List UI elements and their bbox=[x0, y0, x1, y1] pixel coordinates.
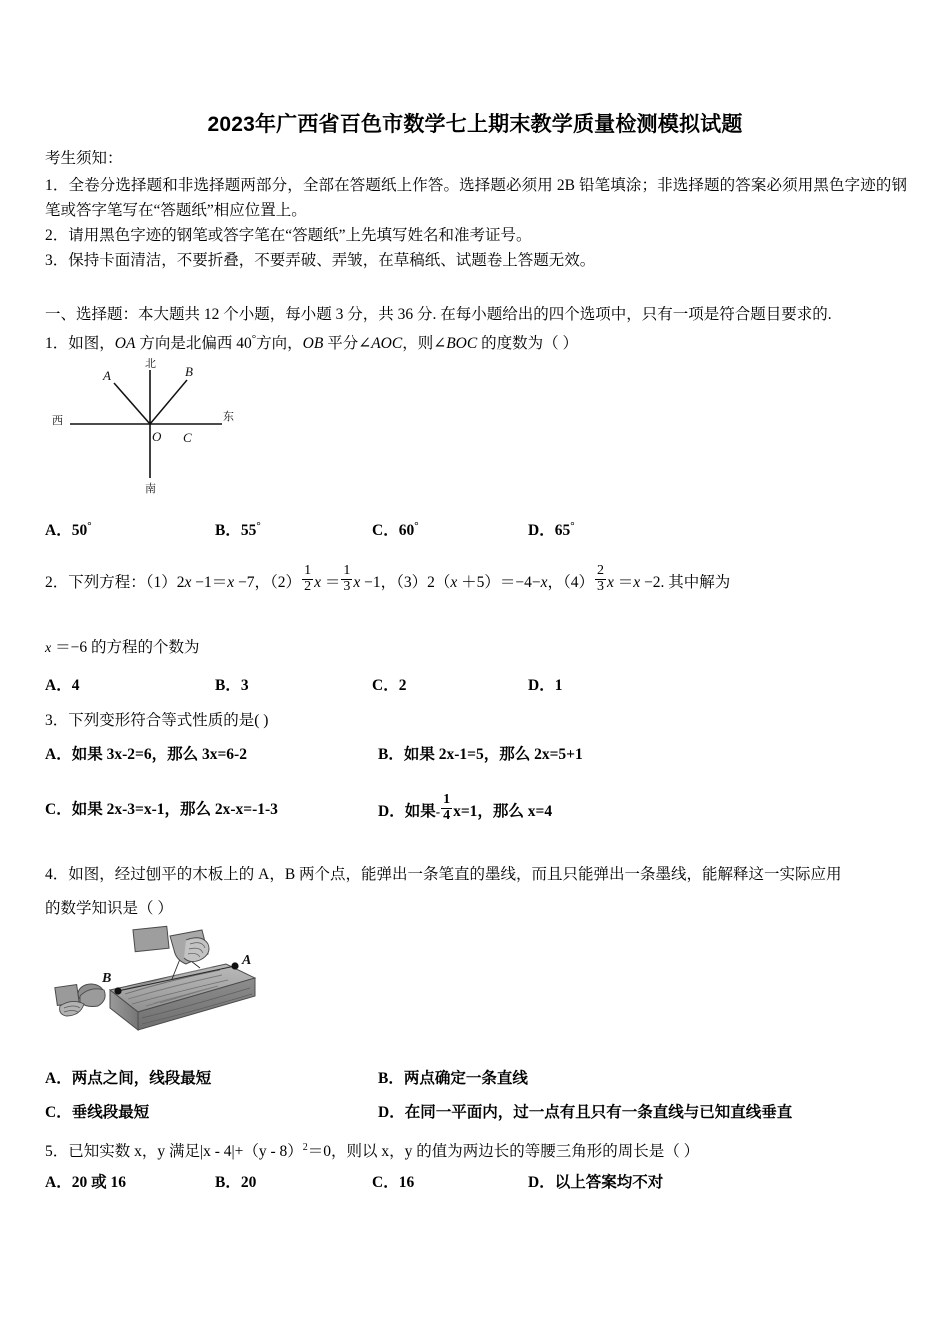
q1-degree-sign: ° bbox=[251, 333, 257, 345]
q2-var-5: x bbox=[450, 574, 458, 592]
question-4-options-row-1 bbox=[0, 1066, 950, 1090]
q5-option-d-key: D． bbox=[528, 1174, 555, 1191]
question-3-options-row-2 bbox=[0, 792, 950, 823]
q2-option-c-text: 2 bbox=[398, 677, 407, 694]
q4-option-a-key: A． bbox=[45, 1070, 72, 1087]
question-5-number: 5． bbox=[45, 1143, 69, 1161]
q2-line2-text: ＝−6 的方程的个数为 bbox=[51, 639, 200, 656]
question-2-number: 2． bbox=[45, 574, 69, 592]
q2-text-f: ＋5）＝−4− bbox=[457, 574, 541, 592]
q1-text-a: 如图， bbox=[68, 335, 115, 353]
question-4-options-row-2 bbox=[0, 1100, 950, 1124]
q1-option-d-degree: ° bbox=[570, 519, 575, 532]
q1-option-a-degree: ° bbox=[87, 519, 92, 532]
q1-option-b-text: 55 bbox=[240, 522, 257, 539]
q2-option-d-key: D． bbox=[528, 677, 555, 694]
q3-option-d-fraction-one-quarter bbox=[441, 793, 452, 823]
q3-option-c[interactable] bbox=[45, 797, 278, 819]
q2-var-1: x bbox=[184, 574, 192, 592]
q3-option-a-text: 如果 3x-2=6，那么 3x=6-2 bbox=[71, 746, 247, 763]
q1-angle-boc: BOC bbox=[446, 335, 478, 353]
svg-text:C: C bbox=[183, 430, 192, 445]
notice-heading: 考生须知： bbox=[45, 150, 123, 167]
q5-option-d[interactable] bbox=[528, 1170, 663, 1192]
q1-option-b[interactable] bbox=[215, 518, 261, 540]
q2-text-g: ，（4） bbox=[547, 574, 595, 592]
q2-line2-var: x bbox=[45, 641, 52, 656]
candidate-notice bbox=[45, 146, 907, 273]
q5-text-b: ＝0，则以 x，y 的值为两边长的等腰三角形的周长是（ ） bbox=[307, 1143, 700, 1161]
q1-option-d[interactable] bbox=[528, 518, 575, 540]
q2-option-a-text: 4 bbox=[71, 677, 80, 694]
q1-angle-aoc: AOC bbox=[371, 335, 403, 353]
notice-line-2: 2．请用黑色字迹的钢笔或答字笔在“答题纸”上先填写姓名和准考证号。 bbox=[45, 227, 532, 244]
chalk-line-board-illustration bbox=[50, 920, 275, 1052]
q5-option-a[interactable] bbox=[45, 1170, 126, 1192]
q3-option-d[interactable] bbox=[378, 792, 553, 827]
q5-option-b-key: B． bbox=[215, 1174, 241, 1191]
question-5-options bbox=[0, 1170, 950, 1194]
svg-text:B: B bbox=[185, 364, 193, 379]
q2-option-b-key: B． bbox=[215, 677, 241, 694]
q1-text-c: 方向， bbox=[256, 335, 303, 353]
q1-option-c[interactable] bbox=[372, 518, 419, 540]
q4-option-b[interactable] bbox=[378, 1066, 528, 1088]
q3-option-c-key: C． bbox=[45, 801, 72, 818]
svg-text:南: 南 bbox=[145, 483, 156, 495]
svg-text:B: B bbox=[102, 971, 112, 986]
svg-text:东: 东 bbox=[223, 411, 234, 423]
q2-text-b: −1＝ bbox=[191, 574, 228, 592]
q1-text-d: 平分∠ bbox=[323, 335, 372, 353]
q4-option-b-key: B． bbox=[378, 1070, 404, 1087]
q2-frac2-denominator: 3 bbox=[343, 578, 351, 594]
q3-option-d-denominator: 4 bbox=[443, 807, 451, 823]
q4-option-d[interactable] bbox=[378, 1100, 792, 1122]
notice-line-3: 3．保持卡面清洁，不要折叠，不要弄破、弄皱，在草稿纸、试题卷上答题无效。 bbox=[45, 252, 596, 269]
q1-text-f: 的度数为（ ） bbox=[477, 335, 578, 353]
q5-option-b[interactable] bbox=[215, 1170, 256, 1192]
compass-diagram bbox=[42, 352, 242, 497]
q3-option-a-key: A． bbox=[45, 746, 72, 763]
q5-exponent: 2 bbox=[302, 1142, 308, 1153]
q1-option-c-key: C． bbox=[372, 522, 399, 539]
question-4-stem-line1 bbox=[45, 862, 930, 888]
q4-option-a[interactable] bbox=[45, 1066, 211, 1088]
question-1-number: 1． bbox=[45, 335, 69, 353]
svg-text:A: A bbox=[242, 953, 252, 968]
q4-option-b-text: 两点确定一条直线 bbox=[403, 1070, 528, 1087]
q1-option-a[interactable] bbox=[45, 518, 92, 540]
q4-option-c-key: C． bbox=[45, 1104, 72, 1121]
svg-text:A: A bbox=[103, 368, 111, 383]
q3-option-a[interactable] bbox=[45, 742, 247, 764]
q2-text-i: −2. 其中解为 bbox=[640, 574, 731, 592]
question-3-options-row-1 bbox=[0, 742, 950, 766]
q1-text-b: 方向是北偏西 40 bbox=[135, 335, 252, 353]
q3-option-b-key: B． bbox=[378, 746, 404, 763]
q2-option-b-text: 3 bbox=[240, 677, 249, 694]
svg-text:北: 北 bbox=[145, 358, 156, 370]
notice-line-1: 1．全卷分选择题和非选择题两部分，全部在答题纸上作答。选择题必须用 2B 铅笔填涂；非选择题的答案必须用黑色字迹的钢笔或答字笔写在“答题纸”相应位置上。 bbox=[45, 177, 907, 219]
q4-option-d-key: D． bbox=[378, 1104, 405, 1121]
question-2-stem bbox=[45, 563, 935, 598]
q2-text-e: −1，（3）2（ bbox=[360, 574, 451, 592]
q2-frac3-denominator: 3 bbox=[597, 578, 605, 594]
question-1-options bbox=[0, 518, 950, 542]
svg-text:O: O bbox=[152, 429, 162, 444]
q2-option-a-key: A． bbox=[45, 677, 72, 694]
q1-option-c-degree: ° bbox=[414, 519, 419, 532]
q3-option-b-text: 如果 2x-1=5，那么 2x=5+1 bbox=[403, 746, 583, 763]
q5-text-a: 已知实数 x，y 满足|x - 4|+（y - 8） bbox=[68, 1143, 303, 1161]
q4-option-c-text: 垂线段最短 bbox=[71, 1104, 150, 1121]
q2-option-b[interactable] bbox=[215, 673, 249, 695]
q5-option-c-text: 16 bbox=[398, 1174, 415, 1191]
question-2-options bbox=[0, 673, 950, 697]
q2-option-d-text: 1 bbox=[554, 677, 563, 694]
section-header-multiple-choice: 一、选择题：本大题共 12 个小题，每小题 3 分，共 36 分. 在每小题给出的四个选项中，只有一项是符合题目要求的. bbox=[45, 306, 832, 323]
q1-ray-ob: OB bbox=[302, 335, 324, 353]
q1-option-b-degree: ° bbox=[256, 519, 261, 532]
q1-option-d-key: D． bbox=[528, 522, 555, 539]
q2-option-c-key: C． bbox=[372, 677, 399, 694]
q4-option-a-text: 两点之间，线段最短 bbox=[71, 1070, 212, 1087]
q2-text-h: ＝ bbox=[613, 574, 634, 592]
question-3-stem bbox=[45, 708, 925, 734]
question-3-number: 3． bbox=[45, 712, 69, 729]
q2-frac1-denominator: 2 bbox=[304, 578, 312, 594]
q3-option-d-pre: 如果 bbox=[404, 803, 436, 821]
q3-option-d-minus-sign: - bbox=[435, 804, 441, 820]
q2-text-d: ＝ bbox=[320, 574, 341, 592]
page-title: 2023年广西省百色市数学七上期末教学质量检测模拟试题 bbox=[207, 113, 743, 136]
q2-var-8: x bbox=[633, 574, 641, 592]
q2-text-c: −7，（2） bbox=[234, 574, 302, 592]
q3-option-c-text: 如果 2x-3=x-1，那么 2x-x=-1-3 bbox=[71, 801, 278, 818]
q1-option-c-text: 60 bbox=[398, 522, 415, 539]
q2-fraction-two-thirds bbox=[595, 564, 606, 594]
q2-text-a: 下列方程：（1）2 bbox=[68, 574, 185, 592]
q3-option-d-post: x=1，那么 x=4 bbox=[453, 803, 553, 821]
q1-option-d-text: 65 bbox=[554, 522, 571, 539]
question-4-number: 4． bbox=[45, 866, 69, 883]
q3-text: 下列变形符合等式性质的是( ) bbox=[68, 712, 269, 729]
q3-option-d-numerator: 1 bbox=[443, 792, 451, 808]
q2-option-d[interactable] bbox=[528, 673, 562, 695]
q1-ray-oa: OA bbox=[114, 335, 136, 353]
q2-var-6: x bbox=[540, 574, 548, 592]
q1-option-a-text: 50 bbox=[71, 522, 88, 539]
q2-var-4: x bbox=[353, 574, 361, 592]
q2-var-2: x bbox=[227, 574, 235, 592]
q5-option-b-text: 20 bbox=[240, 1174, 257, 1191]
q4-text-line1: 如图，经过刨平的木板上的 A，B 两个点，能弹出一条笔直的墨线，而且只能弹出一条墨线，能解释这一实际应用 bbox=[68, 866, 842, 883]
question-5-stem bbox=[45, 1135, 930, 1165]
question-2-stem-line2 bbox=[45, 635, 925, 662]
q4-option-d-text: 在同一平面内，过一点有且只有一条直线与已知直线垂直 bbox=[404, 1104, 793, 1121]
q2-frac3-numerator: 2 bbox=[597, 563, 605, 579]
q3-option-b[interactable] bbox=[378, 742, 583, 764]
question-4-stem-line2 bbox=[45, 896, 925, 922]
q2-fraction-one-half bbox=[302, 564, 313, 594]
q4-text-line2: 的数学知识是（ ） bbox=[45, 900, 173, 917]
q5-option-a-text: 20 或 16 bbox=[71, 1174, 126, 1191]
svg-text:西: 西 bbox=[52, 415, 63, 427]
q1-option-b-key: B． bbox=[215, 522, 241, 539]
q5-option-c-key: C． bbox=[372, 1174, 399, 1191]
q2-var-7: x bbox=[607, 574, 614, 592]
q3-option-d-key: D． bbox=[378, 803, 405, 821]
q5-option-c[interactable] bbox=[372, 1170, 414, 1192]
q2-frac2-numerator: 1 bbox=[343, 563, 351, 579]
q5-option-a-key: A． bbox=[45, 1174, 72, 1191]
q5-option-d-text: 以上答案均不对 bbox=[554, 1174, 664, 1191]
q2-option-a[interactable] bbox=[45, 673, 79, 695]
q2-var-3: x bbox=[314, 574, 321, 592]
q2-fraction-one-third bbox=[341, 564, 352, 594]
q1-text-e: ，则∠ bbox=[402, 335, 447, 353]
q2-option-c[interactable] bbox=[372, 673, 406, 695]
q1-option-a-key: A． bbox=[45, 522, 72, 539]
q4-option-c[interactable] bbox=[45, 1100, 149, 1122]
q2-frac1-numerator: 1 bbox=[304, 563, 312, 579]
